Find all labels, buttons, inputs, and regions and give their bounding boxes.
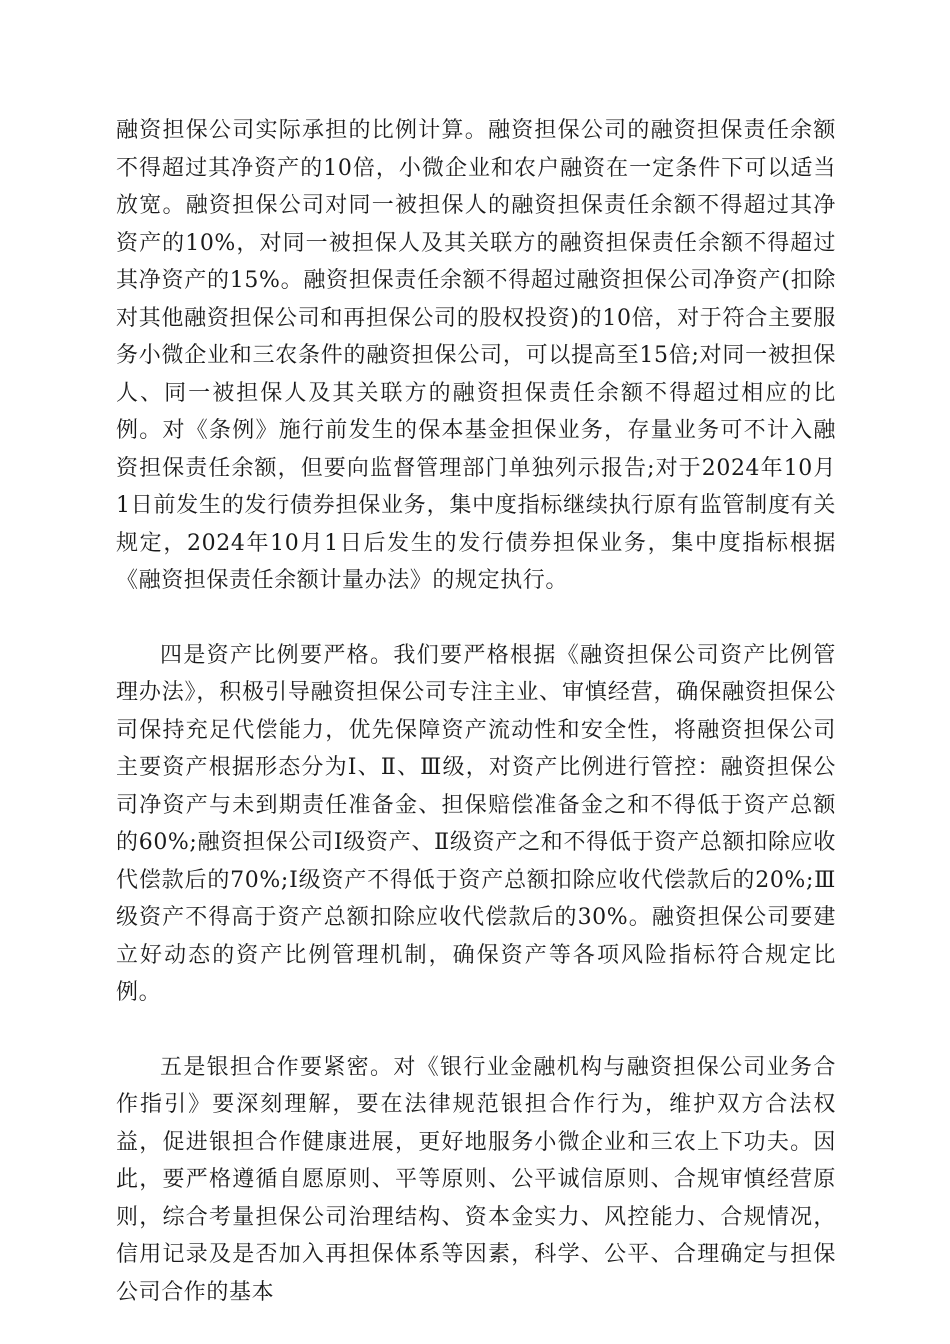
paragraph-asset-ratio: 四是资产比例要严格。我们要严格根据《融资担保公司资产比例管理办法》，积极引导融资担保公司专注主业、审慎经营，确保融资担保公司保持充足代偿能力，优先保障资产流动性和安全性，将融资担保公司主要资产根据形态分为Ⅰ、Ⅱ、Ⅲ级，对资产比例进行管控：融资担保公司净资产与未到期责任准备金、担保赔偿准备金之和不得低于资产总额的60%;融资担保公司Ⅰ级资产、Ⅱ级资产之和不得低于资产总额扣除应收代偿款后的70%;Ⅰ级资产不得低于资产总额扣除应收代偿款后的20%;Ⅲ级资产不得高于资产总额扣除应收代偿款后的30%。融资担保公司要建立好动态的资产比例管理机制，确保资产等各项风险指标符合规定比例。 <box>116 642 836 1005</box>
paragraph-continuation: 融资担保公司实际承担的比例计算。融资担保公司的融资担保责任余额不得超过其净资产的10倍，小微企业和农户融资在一定条件下可以适当放宽。融资担保公司对同一被担保人的融资担保责任余额不得超过其净资产的10%，对同一被担保人及其关联方的融资担保责任余额不得超过其净资产的15%。融资担保责任余额不得超过融资担保公司净资产(扣除对其他融资担保公司和再担保公司的股权投资)的10倍，对于符合主要服务小微企业和三农条件的融资担保公司，可以提高至15倍;对同一被担保人、同一被担保人及其关联方的融资担保责任余额不得超过相应的比例。对《条例》施行前发生的保本基金担保业务，存量业务可不计入融资担保责任余额，但要向监督管理部门单独列示报告;对于2024年10月1日前发生的发行债券担保业务，集中度指标继续执行原有监管制度有关规定，2024年10月1日后发生的发行债券担保业务，集中度指标根据《融资担保责任余额计量办法》的规定执行。 <box>116 118 836 593</box>
document-body <box>116 112 836 1311</box>
paragraph-bank-guarantee-cooperation: 五是银担合作要紧密。对《银行业金融机构与融资担保公司业务合作指引》要深刻理解，要在法律规范银担合作行为，维护双方合法权益，促进银担合作健康进展，更好地服务小微企业和三农上下功夫。因此，要严格遵循自愿原则、平等原则、公平诚信原则、合规审慎经营原则，综合考量担保公司治理结构、资本金实力、风控能力、合规情况，信用记录及是否加入再担保体系等因素，科学、公平、合理确定与担保公司合作的基本 <box>116 1054 836 1305</box>
